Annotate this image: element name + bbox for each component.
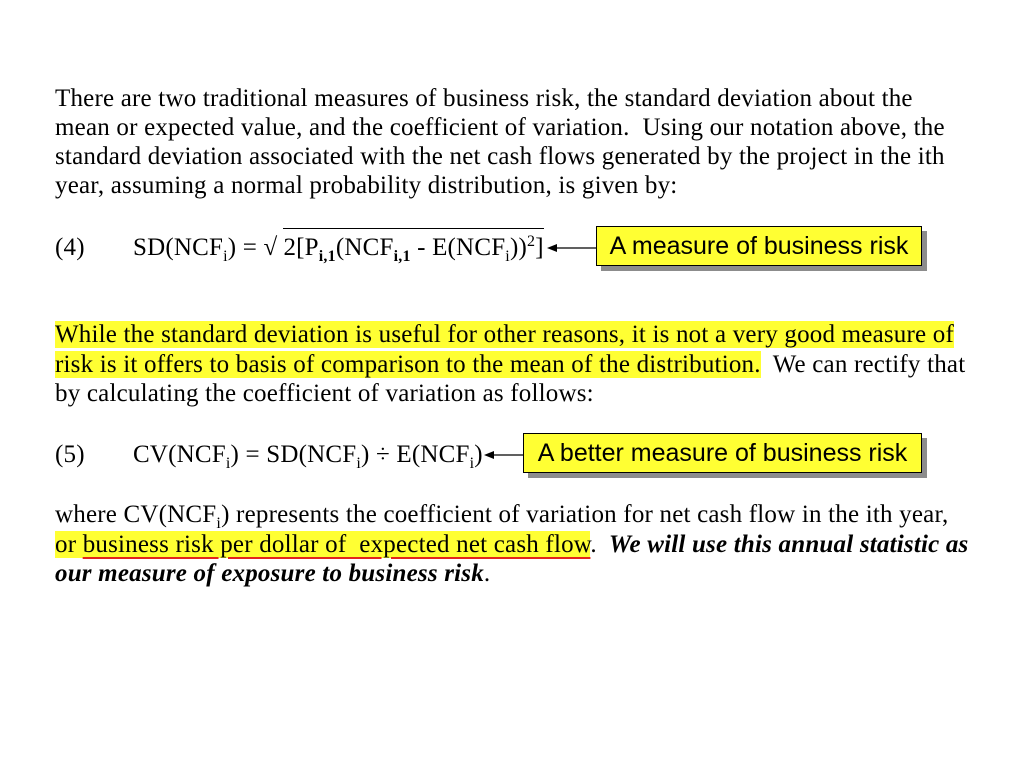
- callout-business-risk: A measure of business risk: [596, 226, 922, 266]
- equation-4-number: (4): [55, 234, 85, 261]
- intro-line-1: There are two traditional measures of business risk, the standard deviation about the: [55, 85, 913, 112]
- eq4-equals-sqrt: ) = √: [227, 234, 278, 261]
- cv-line-1: [55, 500, 968, 530]
- sd-line-2-rest: We can rectify that: [772, 350, 966, 378]
- eq4-rad-part-3: - E(NCF: [410, 234, 506, 261]
- intro-line-2: mean or expected value, and the coefficient of variation. Using our notation above, the: [55, 114, 945, 141]
- emphasis-text: We will use this annual statistic as: [608, 530, 969, 558]
- arrow-left-icon: [547, 242, 597, 254]
- equation-5-number: (5): [55, 441, 85, 468]
- eq4-rad-part-1: 2[P: [283, 234, 319, 261]
- cv-line-2-lead: or: [55, 530, 83, 558]
- intro-line-3: standard deviation associated with the net cash flows generated by the project in the ith: [55, 143, 945, 170]
- emphasis-text: our measure of exposure to business risk: [55, 560, 484, 587]
- highlighted-text: risk is it offers to basis of comparison to the mean of the distribution.: [55, 350, 761, 378]
- cv-line-3: [55, 559, 968, 589]
- underlined-text: business risk per dollar of expected net cash flow: [82, 530, 591, 558]
- eq4-lhs-subscript: i: [223, 248, 228, 265]
- eq4-lhs: SD(NCF: [133, 234, 224, 261]
- eq4-rad-subscript-1: i,1: [318, 248, 336, 265]
- eq4-rad-part-4: )): [509, 234, 528, 261]
- sd-line-1: [55, 320, 965, 350]
- sd-line-2: [55, 350, 965, 380]
- highlighted-text: While the standard deviation is useful for other reasons, it is not a very good measure of: [55, 321, 955, 348]
- arrow-left-icon: [484, 449, 524, 461]
- eq4-rad-part-2: (NCF: [335, 234, 394, 261]
- eq5-part-3: ) ÷ E(NCF: [361, 441, 470, 468]
- eq5-part-4: ): [474, 441, 483, 468]
- sd-line-3: by calculating the coefficient of variation as follows:: [55, 380, 594, 407]
- cv-line-1-end: ) represents the coefficient of variation for net cash flow in the ith year,: [221, 501, 949, 528]
- cv-line-3-period: .: [483, 560, 491, 587]
- highlighted-text: [55, 531, 590, 558]
- eq5-subscript-2: i: [356, 455, 362, 472]
- intro-line-4: year, assuming a normal probability distribution, is given by:: [55, 172, 678, 199]
- equation-5-expression: [133, 440, 483, 472]
- cv-line-2-period: .: [590, 530, 597, 558]
- intro-paragraph: [55, 84, 945, 200]
- cv-line-2: [55, 530, 968, 560]
- eq5-part-1: CV(NCF: [133, 441, 226, 468]
- eq5-part-2: ) = SD(NCF: [230, 441, 357, 468]
- eq4-radicand: [283, 228, 544, 265]
- cv-line-1-subscript: i: [216, 515, 222, 532]
- equation-4: [0, 233, 600, 265]
- coefficient-paragraph: [55, 500, 968, 589]
- callout-better-business-risk: A better measure of business risk: [523, 433, 922, 473]
- standard-deviation-paragraph: [55, 320, 965, 409]
- eq5-subscript-3: i: [469, 455, 475, 472]
- equation-4-expression: [133, 233, 544, 265]
- eq4-rad-part-5: ]: [535, 234, 544, 261]
- eq4-rad-superscript: 2: [527, 233, 536, 250]
- eq5-subscript-1: i: [225, 455, 231, 472]
- eq4-rad-subscript-2: i,1: [393, 248, 411, 265]
- cv-line-1-start: where CV(NCF: [55, 501, 217, 528]
- eq4-rad-subscript-3: i: [505, 248, 510, 265]
